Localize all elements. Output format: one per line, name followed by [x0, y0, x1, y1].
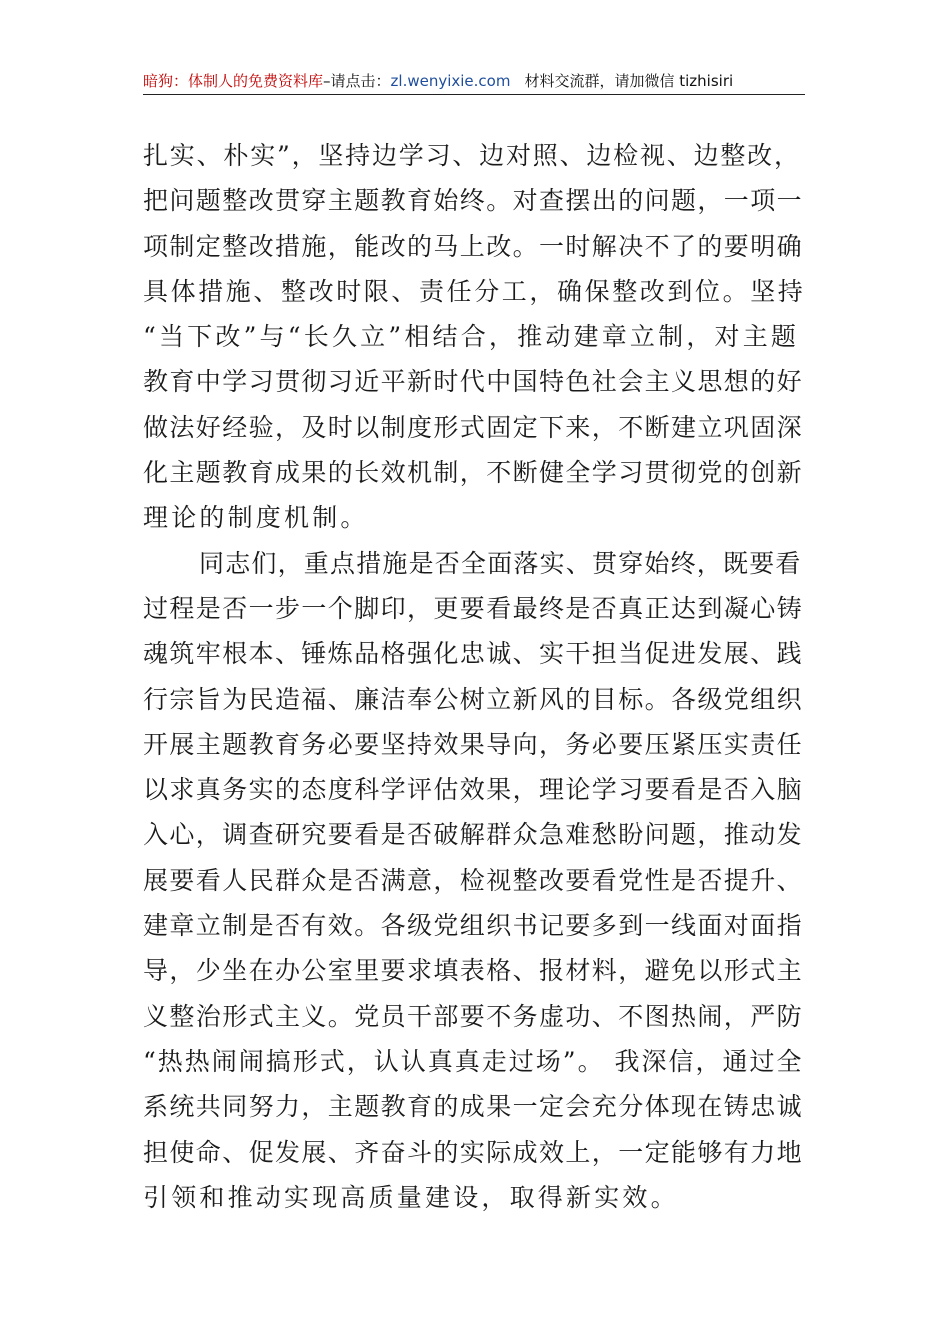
paragraph-2 [143, 541, 805, 1220]
text-line: 行宗旨为民造福、廉洁奉公树立新风的目标。各级党组织 [143, 684, 804, 714]
text-line: 开展主题教育务必要坚持效果导向，务必要压紧压实责任 [143, 729, 804, 759]
text-line: 以求真务实的态度科学评估效果，理论学习要看是否入脑 [143, 775, 804, 805]
text-line: 担使命、促发展、齐奋斗的实际成效上，一定能够有力地 [143, 1137, 804, 1167]
text-line: 把问题整改贯穿主题教育始终。对查摆出的问题，一项一 [143, 186, 804, 216]
text-line: 扎实、朴实”，坚持边学习、边对照、边检视、边整改， [143, 141, 801, 170]
header-click-prompt: –请点击： [323, 72, 391, 90]
header-site-name: 暗狗：体制人的免费资料库 [143, 72, 324, 90]
text-line: “热热闹闹搞形式，认认真真走过场”。 我深信，通过全 [143, 1046, 804, 1076]
header-group-text: 材料交流群，请加微信 tizhisiri [524, 72, 734, 90]
text-line: 教育中学习贯彻习近平新时代中国特色社会主义思想的好 [143, 367, 804, 397]
text-line: 做法好经验，及时以制度形式固定下来，不断建立巩固深 [143, 412, 804, 442]
text-line: 项制定整改措施，能改的马上改。一时解决不了的要明确 [143, 231, 804, 261]
text-line: 展要看人民群众是否满意，检视整改要看党性是否提升、 [143, 865, 804, 895]
text-line: 入心，调查研究要看是否破解群众急难愁盼问题，推动发 [143, 820, 804, 850]
paragraph-1 [143, 133, 805, 541]
text-line: “当下改”与“长久立”相结合，推动建章立制，对主题 [143, 322, 800, 352]
text-line: 同志们，重点措施是否全面落实、贯穿始终，既要看 [199, 548, 802, 578]
text-line: 建章立制是否有效。各级党组织书记要多到一线面对面指 [143, 911, 804, 941]
text-line: 过程是否一步一个脚印，更要看最终是否真正达到凝心铸 [143, 593, 804, 623]
document-body [143, 133, 805, 1220]
text-line: 具体措施、整改时限、责任分工，确保整改到位。坚持 [143, 276, 806, 306]
text-line: 引领和推动实现高质量建设，取得新实效。 [143, 1182, 679, 1212]
header-url-link[interactable]: zl.wenyixie.com [390, 72, 511, 90]
text-line: 魂筑牢根本、锤炼品格强化忠诚、实干担当促进发展、践 [143, 639, 804, 669]
text-line: 系统共同努力，主题教育的成果一定会充分体现在铸忠诚 [143, 1092, 804, 1122]
text-line: 化主题教育成果的长效机制，不断健全学习贯彻党的创新 [143, 458, 804, 488]
text-line: 理论的制度机制。 [143, 503, 369, 533]
text-line: 导，少坐在办公室里要求填表格、报材料，避免以形式主 [143, 956, 804, 986]
text-line: 义整治形式主义。党员干部要不务虚功、不图热闹，严防 [143, 1001, 804, 1031]
page-header [143, 68, 805, 95]
